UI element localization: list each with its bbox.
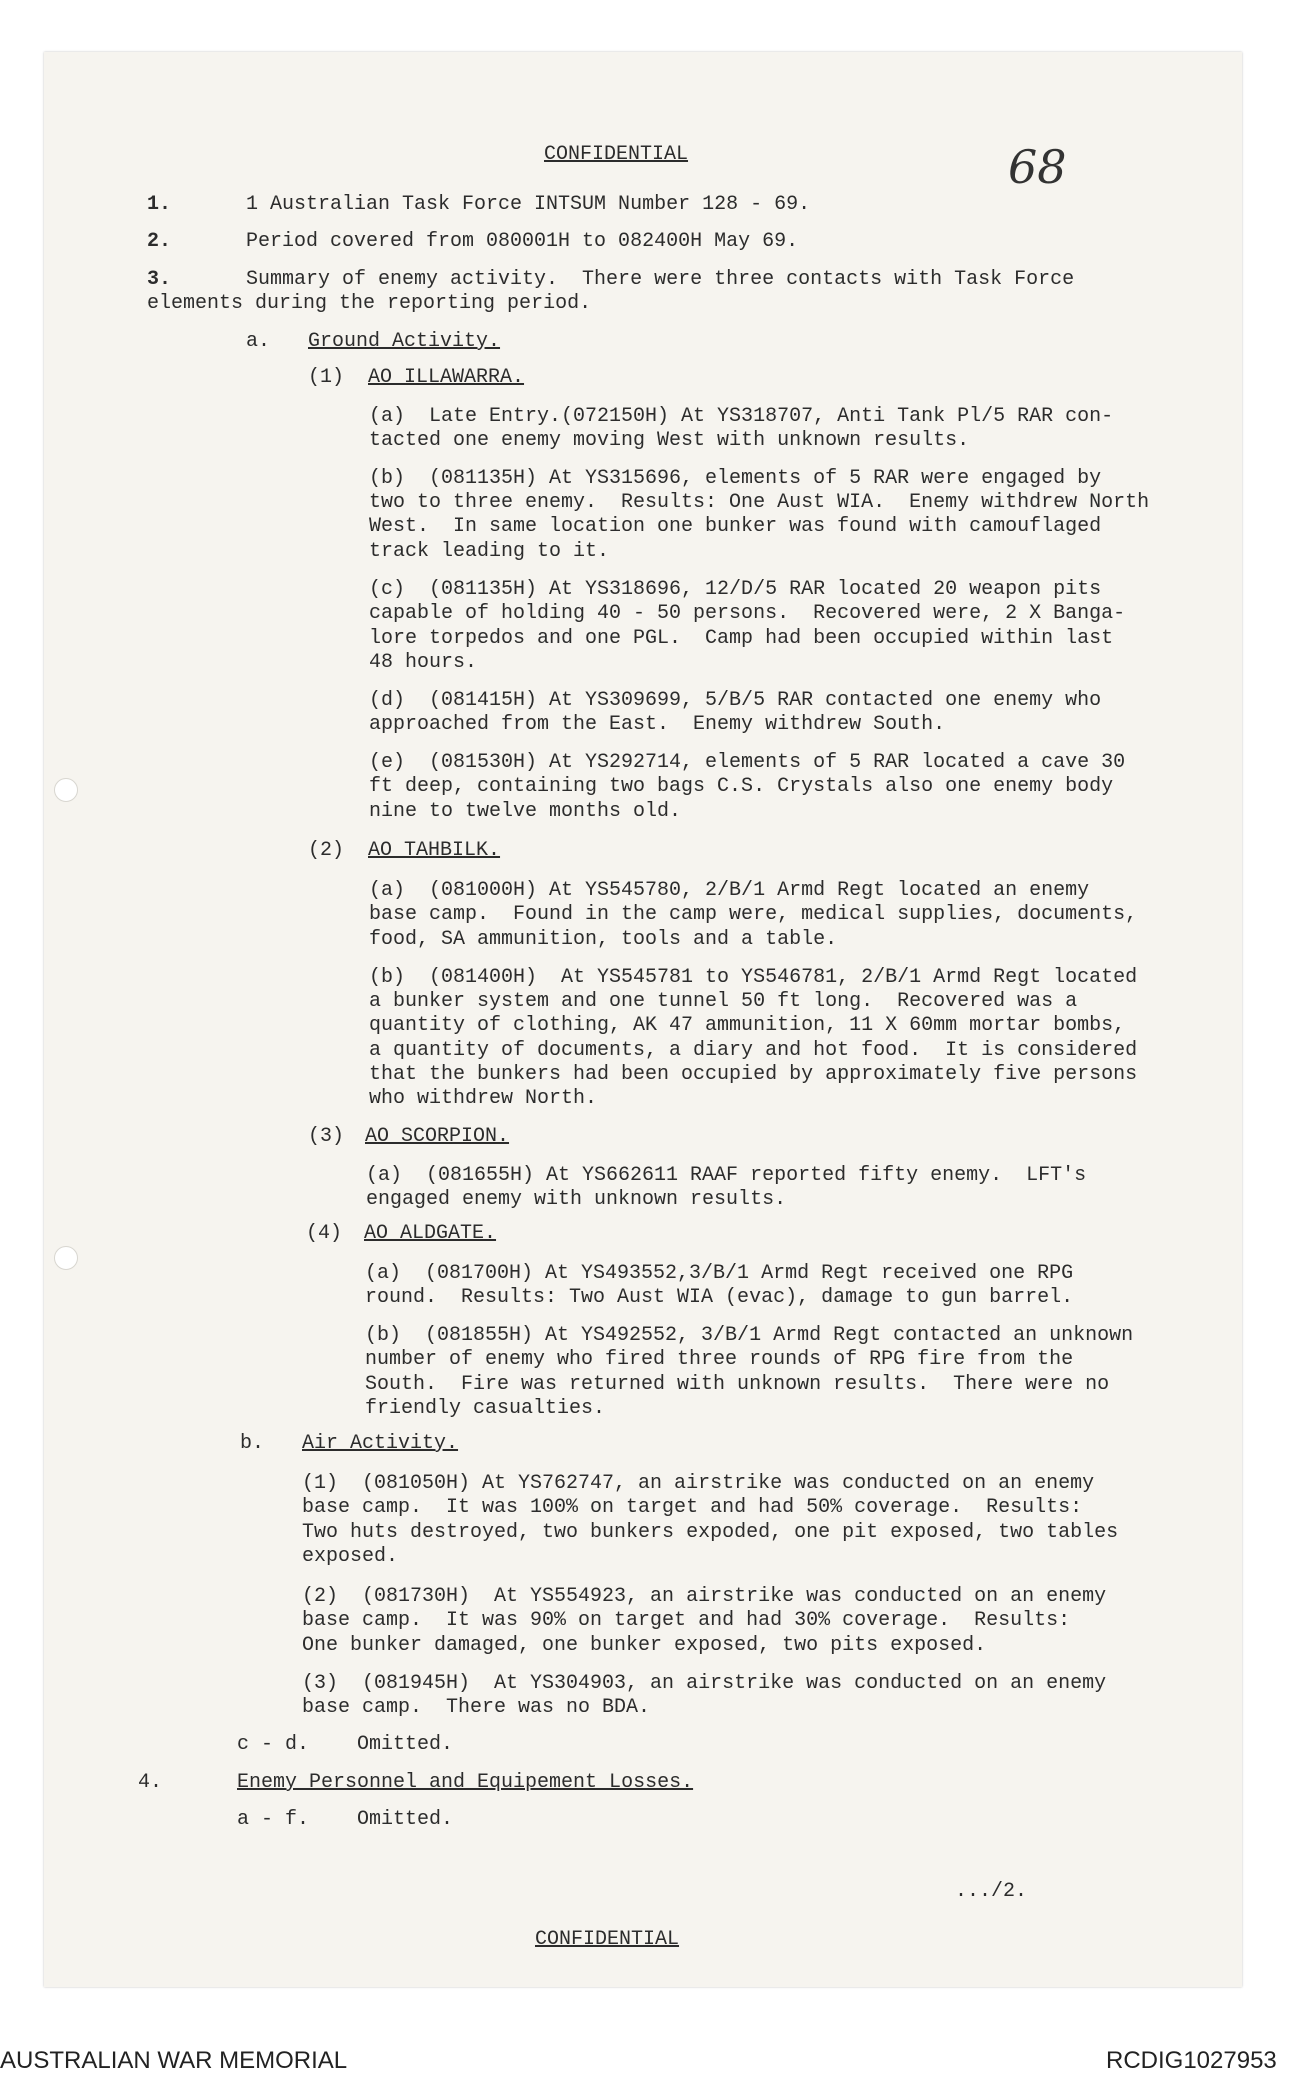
continued-marker: .../2. <box>955 1880 1028 1903</box>
confidential-footer: CONFIDENTIAL <box>535 1928 680 1951</box>
aldgate-b-line-2: number of enemy who fired three rounds of RPG fire from the <box>365 1348 1074 1371</box>
aldgate-b-line-3: South. Fire was returned with unknown results. There were no <box>365 1373 1110 1396</box>
illawarra-c-line-3: lore torpedos and one PGL. Camp had been occupied within last <box>369 627 1114 650</box>
item-4-heading: Enemy Personnel and Equipement Losses. <box>237 1771 694 1794</box>
tahbilk-b-line-2: a bunker system and one tunnel 50 ft long. Recovered was a <box>369 990 1078 1013</box>
item-4-a-f-omitted: a - f. Omitted. <box>237 1808 454 1831</box>
illawarra-b-line-4: track leading to it. <box>369 540 610 563</box>
illawarra-a-line-1: (a) Late Entry.(072150H) At YS318707, Anti Tank Pl/5 RAR con- <box>369 405 1114 428</box>
air-2-line-1: (2) (081730H) At YS554923, an airstrike was conducted on an enemy <box>302 1585 1107 1608</box>
tahbilk-b-line-3: quantity of clothing, AK 47 ammunition, 11 X 60mm mortar bombs, <box>369 1014 1126 1037</box>
illawarra-e-line-1: (e) (081530H) At YS292714, elements of 5 RAR located a cave 30 <box>369 751 1126 774</box>
illawarra-d-line-2: approached from the East. Enemy withdrew South. <box>369 713 946 736</box>
item-1-number: 1. <box>147 193 172 216</box>
tahbilk-b-line-4: a quantity of documents, a diary and hot food. It is considered <box>369 1039 1138 1062</box>
illawarra-b-line-3: West. In same location one bunker was found with camouflaged <box>369 515 1102 538</box>
illawarra-c-line-2: capable of holding 40 - 50 persons. Recovered were, 2 X Banga- <box>369 602 1126 625</box>
illawarra-e-line-2: ft deep, containing two bags C.S. Crystals also one enemy body <box>369 775 1114 798</box>
ao-4-number: (4) <box>306 1222 343 1245</box>
section-c-d-omitted: c - d. Omitted. <box>237 1733 454 1756</box>
scorpion-a-line-1: (a) (081655H) At YS662611 RAAF reported fifty enemy. LFT's <box>366 1164 1087 1187</box>
air-1-line-2: base camp. It was 100% on target and had 50% coverage. Results: <box>302 1496 1083 1519</box>
ao-illawarra-heading: AO ILLAWARRA. <box>368 366 525 389</box>
illawarra-e-line-3: nine to twelve months old. <box>369 800 682 823</box>
punch-hole <box>54 1246 78 1270</box>
handwritten-page-number: 68 <box>1008 140 1067 194</box>
illawarra-b-line-1: (b) (081135H) At YS315696, elements of 5 RAR were engaged by <box>369 467 1102 490</box>
tahbilk-a-line-2: base camp. Found in the camp were, medical supplies, documents, <box>369 903 1138 926</box>
illawarra-b-line-2: two to three enemy. Results: One Aust WIA. Enemy withdrew North <box>369 491 1150 514</box>
section-a-label: a. <box>246 330 271 353</box>
air-3-line-1: (3) (081945H) At YS304903, an airstrike was conducted on an enemy <box>302 1672 1107 1695</box>
ground-activity-heading: Ground Activity. <box>308 330 501 353</box>
illawarra-a-line-2: tacted one enemy moving West with unknown results. <box>369 429 970 452</box>
aldgate-b-line-4: friendly casualties. <box>365 1397 606 1420</box>
illawarra-d-line-1: (d) (081415H) At YS309699, 5/B/5 RAR contacted one enemy who <box>369 689 1102 712</box>
aldgate-a-line-1: (a) (081700H) At YS493552,3/B/1 Armd Regt received one RPG <box>365 1262 1074 1285</box>
tahbilk-a-line-1: (a) (081000H) At YS545780, 2/B/1 Armd Regt located an enemy <box>369 879 1090 902</box>
confidential-header: CONFIDENTIAL <box>544 143 689 166</box>
ao-3-number: (3) <box>308 1125 345 1148</box>
item-2-number: 2. <box>147 230 172 253</box>
ao-tahbilk-heading: AO TAHBILK. <box>368 839 501 862</box>
tahbilk-b-line-1: (b) (081400H) At YS545781 to YS546781, 2/B/1 Armd Regt located <box>369 966 1138 989</box>
tahbilk-a-line-3: food, SA ammunition, tools and a table. <box>369 928 838 951</box>
item-1-text: 1 Australian Task Force INTSUM Number 128 - 69. <box>246 193 811 216</box>
air-1-line-1: (1) (081050H) At YS762747, an airstrike was conducted on an enemy <box>302 1472 1095 1495</box>
item-2-text: Period covered from 080001H to 082400H May 69. <box>246 230 799 253</box>
aldgate-b-line-1: (b) (081855H) At YS492552, 3/B/1 Armd Regt contacted an unknown <box>365 1324 1134 1347</box>
archive-id: RCDIG1027953 <box>1106 2047 1277 2074</box>
ao-2-number: (2) <box>308 839 345 862</box>
air-3-line-2: base camp. There was no BDA. <box>302 1696 651 1719</box>
scorpion-a-line-2: engaged enemy with unknown results. <box>366 1188 787 1211</box>
illawarra-c-line-1: (c) (081135H) At YS318696, 12/D/5 RAR located 20 weapon pits <box>369 578 1102 601</box>
punch-hole <box>54 778 78 802</box>
ao-aldgate-heading: AO ALDGATE. <box>364 1222 497 1245</box>
aldgate-a-line-2: round. Results: Two Aust WIA (evac), damage to gun barrel. <box>365 1286 1074 1309</box>
item-3-number: 3. <box>147 268 172 291</box>
ao-scorpion-heading: AO SCORPION. <box>365 1125 510 1148</box>
item-3-intro-cont: elements during the reporting period. <box>147 292 592 315</box>
tahbilk-b-line-6: who withdrew North. <box>369 1087 598 1110</box>
archive-name: AUSTRALIAN WAR MEMORIAL <box>0 2047 348 2074</box>
illawarra-c-line-4: 48 hours. <box>369 651 478 674</box>
air-2-line-2: base camp. It was 90% on target and had 30% coverage. Results: <box>302 1609 1071 1632</box>
ao-1-number: (1) <box>308 366 345 389</box>
item-4-number: 4. <box>138 1771 163 1794</box>
air-2-line-3: One bunker damaged, one bunker exposed, two pits exposed. <box>302 1634 987 1657</box>
tahbilk-b-line-5: that the bunkers had been occupied by approximately five persons <box>369 1063 1138 1086</box>
air-1-line-3: Two huts destroyed, two bunkers expoded, one pit exposed, two tables <box>302 1521 1119 1544</box>
air-activity-heading: Air Activity. <box>302 1432 459 1455</box>
air-1-line-4: exposed. <box>302 1545 399 1568</box>
section-b-label: b. <box>240 1432 265 1455</box>
item-3-intro: Summary of enemy activity. There were three contacts with Task Force <box>246 268 1075 291</box>
